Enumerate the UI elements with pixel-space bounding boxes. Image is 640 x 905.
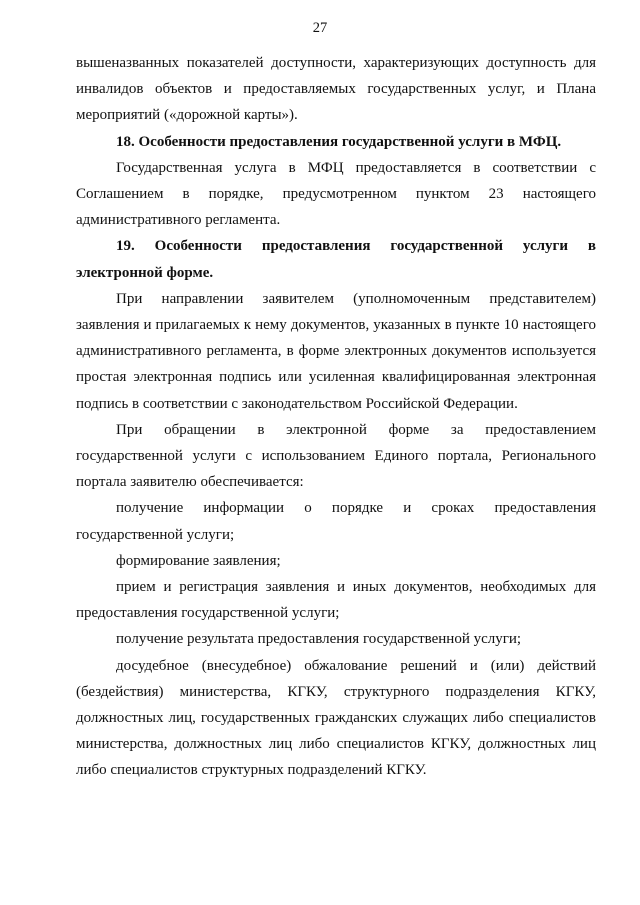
document-body <box>76 50 596 784</box>
list-item-result: получение результата предоставления государственной услуги; <box>116 631 522 648</box>
paragraph-mfc: Государственная услуга в МФЦ предоставляется в соответствии с Соглашением в порядке, предусмотренном пунктом 23 настоящего административного регламента. <box>76 159 596 229</box>
list-item-appeal: досудебное (внесудебное) обжалование решений и (или) действий (бездействия) министерства, КГКУ, структурного подразделения КГКУ, должностных лиц, государственных гражданских служащих либо специалистов министерства, должностных лиц либо специалистов КГКУ, должностных лиц либо специалистов структурных подразделений КГКУ. <box>76 657 596 779</box>
list-item-information: получение информации о порядке и сроках предоставления государственной услуги; <box>76 500 596 543</box>
page-number: 27 <box>312 20 328 36</box>
section-heading-18: 18. Особенности предоставления государственной услуги в МФЦ. <box>116 133 562 150</box>
list-item-registration: прием и регистрация заявления и иных документов, необходимых для предоставления государственной услуги; <box>76 579 596 622</box>
paragraph-electronic-signature: При направлении заявителем (уполномоченным представителем) заявления и прилагаемых к нему документов, указанных в пункте 10 настоящего административного регламента, в форме электронных документов используется простая электронная подпись или усиленная квалифицированная электронная подпись в соответствии с законодательством Российской Федерации. <box>76 290 596 412</box>
paragraph-continuation: вышеназванных показателей доступности, характеризующих доступность для инвалидов объектов и предоставляемых государственных услуг, и Плана мероприятий («дорожной карты»). <box>76 55 596 124</box>
paragraph-portal-intro: При обращении в электронной форме за предоставлением государственной услуги с использованием Единого портала, Регионального портала заявителю обеспечивается: <box>76 421 596 491</box>
section-heading-19: 19. Особенности предоставления государственной услуги в электронной форме. <box>76 238 596 281</box>
list-item-application-forming: формирование заявления; <box>116 552 281 569</box>
